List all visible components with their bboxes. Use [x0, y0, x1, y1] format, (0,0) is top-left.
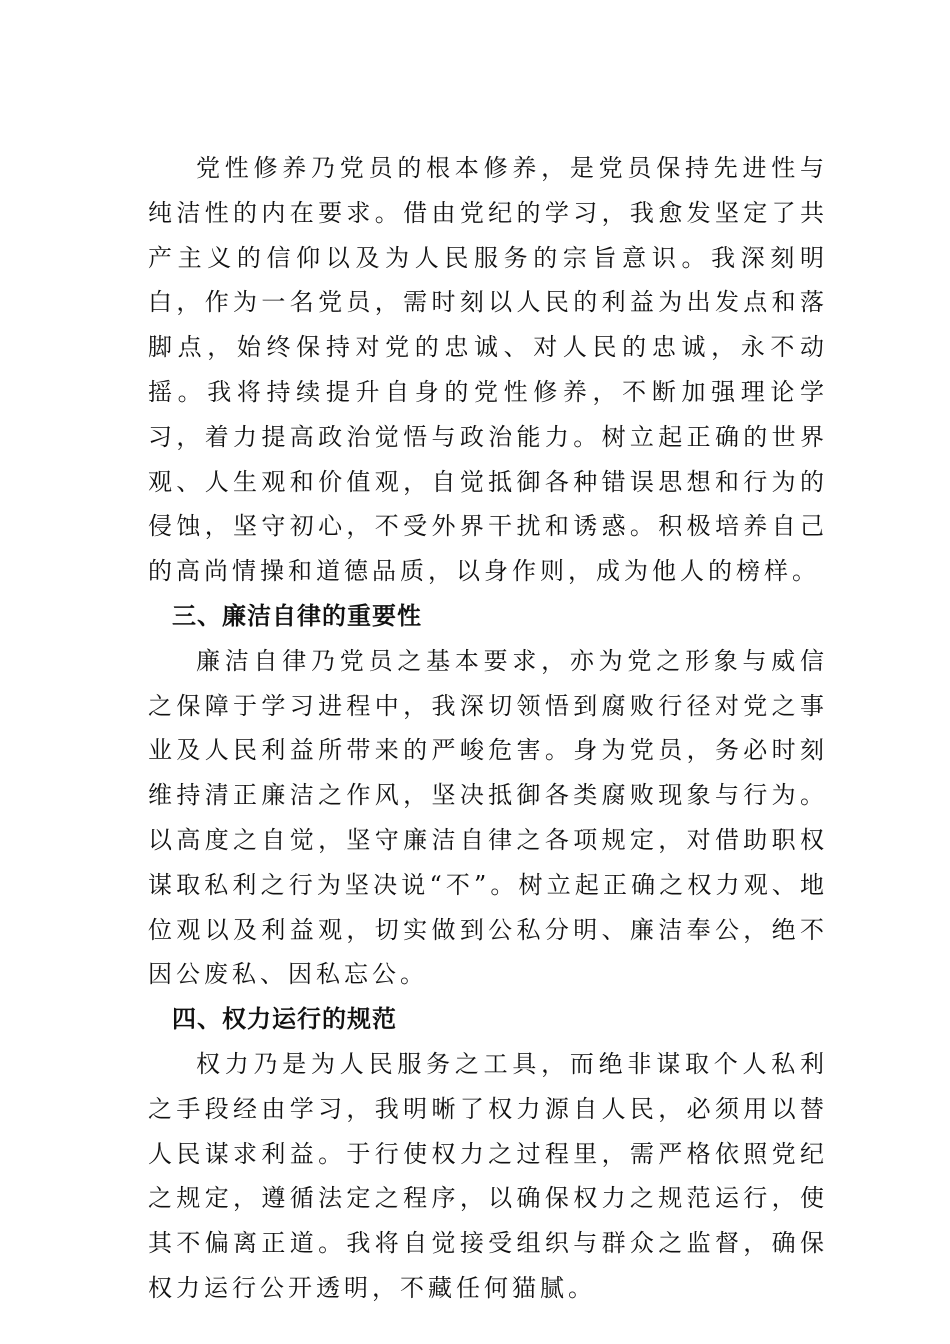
document-body	[148, 146, 828, 1311]
paragraph-integrity: 廉洁自律乃党员之基本要求，亦为党之形象与威信之保障于学习进程中，我深切领悟到腐败行径对党之事业及人民利益所带来的严峻危害。身为党员，务必时刻维持清正廉洁之作风，坚决抵御各类腐败现象与行为。以高度之自觉，坚守廉洁自律之各项规定，对借助职权谋取私利之行为坚决说“不”。树立起正确之权力观、地位观以及利益观，切实做到公私分明、廉洁奉公，绝不因公废私、因私忘公。	[148, 646, 828, 989]
section-heading-integrity: 三、廉洁自律的重要性	[172, 601, 422, 630]
paragraph-power: 权力乃是为人民服务之工具，而绝非谋取个人私利之手段经由学习，我明晰了权力源自人民，必须用以替人民谋求利益。于行使权力之过程里，需严格依照党纪之规定，遵循法定之程序，以确保权力之规范运行，使其不偏离正道。我将自觉接受组织与群众之监督，确保权力运行公开透明，不藏任何猫腻。	[148, 1049, 828, 1302]
section-heading-power: 四、权力运行的规范	[172, 1005, 397, 1034]
paragraph-party-spirit: 党性修养乃党员的根本修养，是党员保持先进性与纯洁性的内在要求。借由党纪的学习，我愈发坚定了共产主义的信仰以及为人民服务的宗旨意识。我深刻明白，作为一名党员，需时刻以人民的利益为出发点和落脚点，始终保持对党的忠诚、对人民的忠诚，永不动摇。我将持续提升自身的党性修养，不断加强理论学习，着力提高政治觉悟与政治能力。树立起正确的世界观、人生观和价值观，自觉抵御各种错误思想和行为的侵蚀，坚守初心，不受外界干扰和诱惑。积极培养自己的高尚情操和道德品质，以身作则，成为他人的榜样。	[148, 154, 828, 586]
